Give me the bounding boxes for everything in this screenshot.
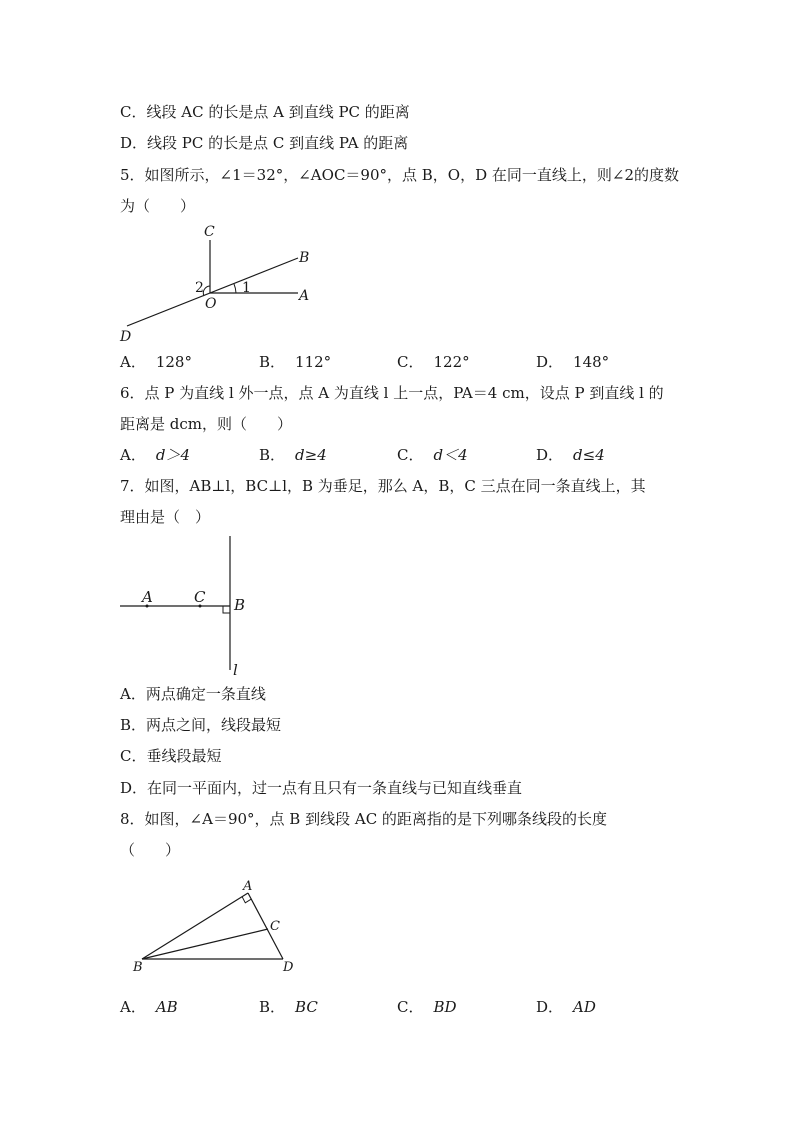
- q5-options: [120, 352, 680, 372]
- q8-option-d: D． AD: [536, 998, 596, 1016]
- q8-label-b: B: [133, 960, 143, 975]
- q7-stem-line2: 理由是（ ）: [120, 508, 211, 526]
- q5-figure: [110, 220, 330, 345]
- q7-option-d: D．在同一平面内，过一点有且只有一条直线与已知直线垂直: [120, 779, 523, 797]
- q5-stem-line2: 为（ ）: [120, 197, 196, 215]
- q6-stem-line2: 距离是 dcm，则（ ）: [120, 415, 292, 433]
- q6-option-c: C． d＜4: [397, 446, 468, 464]
- q8-figure: [125, 878, 315, 978]
- q5-stem-line1: 5．如图所示，∠1＝32°，∠AOC＝90°，点 B，O，D 在同一直线上，则∠2的度数: [120, 166, 680, 184]
- q7-option-c: C．垂线段最短: [120, 747, 222, 765]
- q5-option-b: B． 112°: [259, 353, 332, 371]
- q5-label-c: C: [204, 224, 215, 240]
- q6-options: [120, 445, 680, 465]
- q8-segment-bc: [142, 929, 268, 959]
- q7-label-c: C: [194, 588, 206, 606]
- q6-stem-line1: 6．点 P 为直线 l 外一点，点 A 为直线 l 上一点，PA＝4 cm，设点 P 到直线 l 的: [120, 384, 664, 402]
- q8-option-b: B． BC: [259, 998, 318, 1016]
- q8-label-d: D: [283, 960, 294, 975]
- q5-label-angle1: 1: [242, 280, 251, 296]
- q8-label-c: C: [270, 919, 280, 934]
- q6-option-b: B． d≥4: [259, 446, 327, 464]
- q7-stem-line1: 7．如图，AB⊥l，BC⊥l，B 为垂足，那么 A，B，C 三点在同一条直线上，其: [120, 477, 646, 495]
- q7-right-angle-mark: [223, 606, 230, 613]
- q8-stem-line1: 8．如图，∠A＝90°，点 B 到线段 AC 的距离指的是下列哪条线段的长度: [120, 810, 607, 828]
- q7-option-a: A．两点确定一条直线: [120, 685, 266, 703]
- q8-option-c: C． BD: [397, 998, 457, 1016]
- q7-label-a: A: [142, 588, 153, 606]
- q5-label-b: B: [299, 250, 310, 266]
- q5-line-db: [127, 258, 298, 326]
- q8-stem-line2: （ ）: [120, 841, 181, 859]
- q8-label-a: A: [243, 879, 253, 894]
- q5-label-d: D: [120, 329, 132, 345]
- q5-label-a: A: [299, 288, 310, 304]
- q6-option-d: D． d≤4: [536, 446, 605, 464]
- q5-angle-1-arc: [234, 284, 236, 293]
- q8-option-a: A． AB: [120, 998, 178, 1016]
- q6-option-a: A． d＞4: [120, 446, 190, 464]
- q4-option-c: C．线段 AC 的长是点 A 到直线 PC 的距离: [120, 103, 410, 121]
- q5-label-o: O: [205, 296, 217, 312]
- q7-label-b: B: [234, 596, 246, 614]
- q5-option-c: C． 122°: [397, 353, 470, 371]
- q7-option-b: B．两点之间，线段最短: [120, 716, 282, 734]
- q8-segment-ab: [142, 893, 248, 959]
- q8-options: [120, 997, 680, 1017]
- q7-label-l: l: [233, 661, 238, 679]
- q5-label-angle2: 2: [195, 280, 204, 296]
- q4-option-d: D．线段 PC 的长是点 C 到直线 PA 的距离: [120, 134, 409, 152]
- q5-option-a: A． 128°: [120, 353, 192, 371]
- q7-figure: [115, 532, 255, 680]
- q5-option-d: D． 148°: [536, 353, 610, 371]
